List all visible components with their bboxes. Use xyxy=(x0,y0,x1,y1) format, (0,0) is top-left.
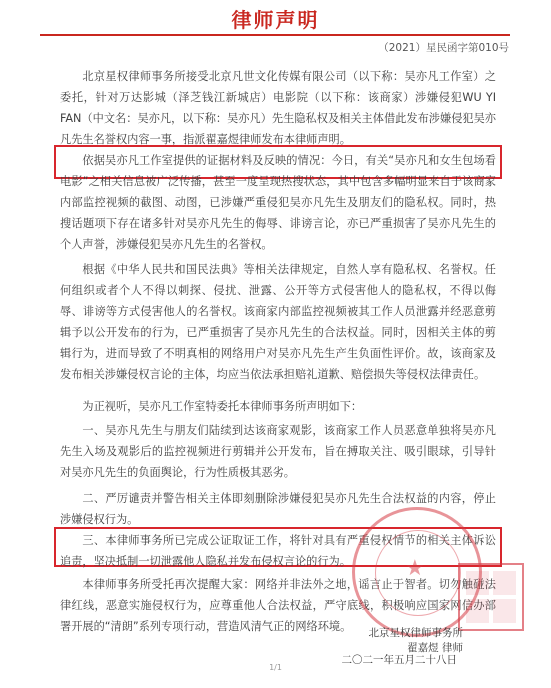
paragraph-point-one: 一、吴亦凡先生与朋友们陆续到达该商家观影，该商家工作人员恶意单独将吴亦凡先生入场及观影后的监控视频进行剪辑并公开发布，旨在搏取关注、吸引眼球，引导针对吴亦凡先生的负面舆论，行为性质极其恶劣。 xyxy=(60,424,496,479)
title-divider xyxy=(40,34,510,36)
lawyer-name-stamp-grid xyxy=(464,569,518,625)
signature-lawyer: 翟嘉煜 律师 xyxy=(407,642,463,654)
paragraph-intro: 北京星权律师事务所接受北京凡世文化传媒有限公司（以下称：吴亦凡工作室）之委托，针对万达影城（泽芝钱江新城店）电影院（以下称：该商家）涉嫌侵犯WU YI FAN（中文名：吴亦凡，以下称：吴亦凡）先生隐私权及相关主体借此发布涉嫌侵犯吴亦凡先生名誉权内容一事，指派翟嘉煜律师发布本律师声明。 xyxy=(60,70,496,146)
document-number: （2021）星民函字第010号 xyxy=(378,42,509,54)
signature-firm: 北京星权律师事务所 xyxy=(368,627,463,639)
stamp-cell xyxy=(466,571,489,595)
stamp-cell xyxy=(466,599,489,623)
paragraph-point-two: 二、严厉谴责并警告相关主体即刻删除涉嫌侵犯吴亦凡先生合法权益的内容，停止涉嫌侵权行为。 xyxy=(60,492,496,526)
paragraph-facts: 依据吴亦凡工作室提供的证据材料及反映的情况：今日，有关“吴亦凡和女生包场看电影”之相关信息被广泛传播，甚至一度呈现热搜状态，其中包含多幅明显来自于该商家内部监控视频的截图、动图，已涉嫌严重侵犯吴亦凡先生及朋友们的隐私权。同时，热搜话题项下存在诸多针对吴亦凡先生的侮辱、诽谤言论，亦已严重损害了吴亦凡先生的个人声誉，涉嫌侵犯吴亦凡先生的名誉权。 xyxy=(60,154,496,251)
paragraph-legal-basis: 根据《中华人民共和国民法典》等相关法律规定，自然人享有隐私权、名誉权。任何组织或者个人不得以刺探、侵扰、泄露、公开等方式侵害他人的隐私权，不得以侮辱、诽谤等方式侵害他人的名誉权。该商家内部监控视频被其工作人员泄露并经恶意剪辑予以公开发布的行为，已严重损害了吴亦凡先生的合法权益。同时，因相关主体的剪辑行为，进而导致了不明真相的网络用户对吴亦凡先生产生负面性评价。故，该商家及发布相关涉嫌侵权言论的主体，均应当依法承担赔礼道歉、赔偿损失等侵权法律责任。 xyxy=(60,263,496,381)
signature-date: 二〇二一年五月二十八日 xyxy=(341,654,457,666)
page-number: 1/1 xyxy=(269,663,282,672)
seal-star-icon: ★ xyxy=(405,556,425,581)
paragraph-point-three: 三、本律师事务所已完成公证取证工作，将针对具有严重侵权情节的相关主体诉讼追责，坚决抵制一切泄露他人隐私并发布侵权言论的行为。 xyxy=(60,534,496,568)
lawyer-name-stamp xyxy=(458,563,524,631)
document-title: 律师声明 xyxy=(231,8,320,32)
stamp-cell xyxy=(493,599,516,623)
paragraph-reminder: 本律师事务所受托再次提醒大家：网络并非法外之地，谣言止于智者。切勿触碰法律红线，恶意实施侵权行为，应尊重他人合法权益，严守底线，积极响应国家网信办部署开展的“清朗”系列专项行动，营造风清气正的网络环境。 xyxy=(60,578,496,633)
paragraph-declaration-intro: 为正视听，吴亦凡工作室特委托本律师事务所声明如下： xyxy=(82,400,363,413)
stamp-cell xyxy=(493,571,516,595)
